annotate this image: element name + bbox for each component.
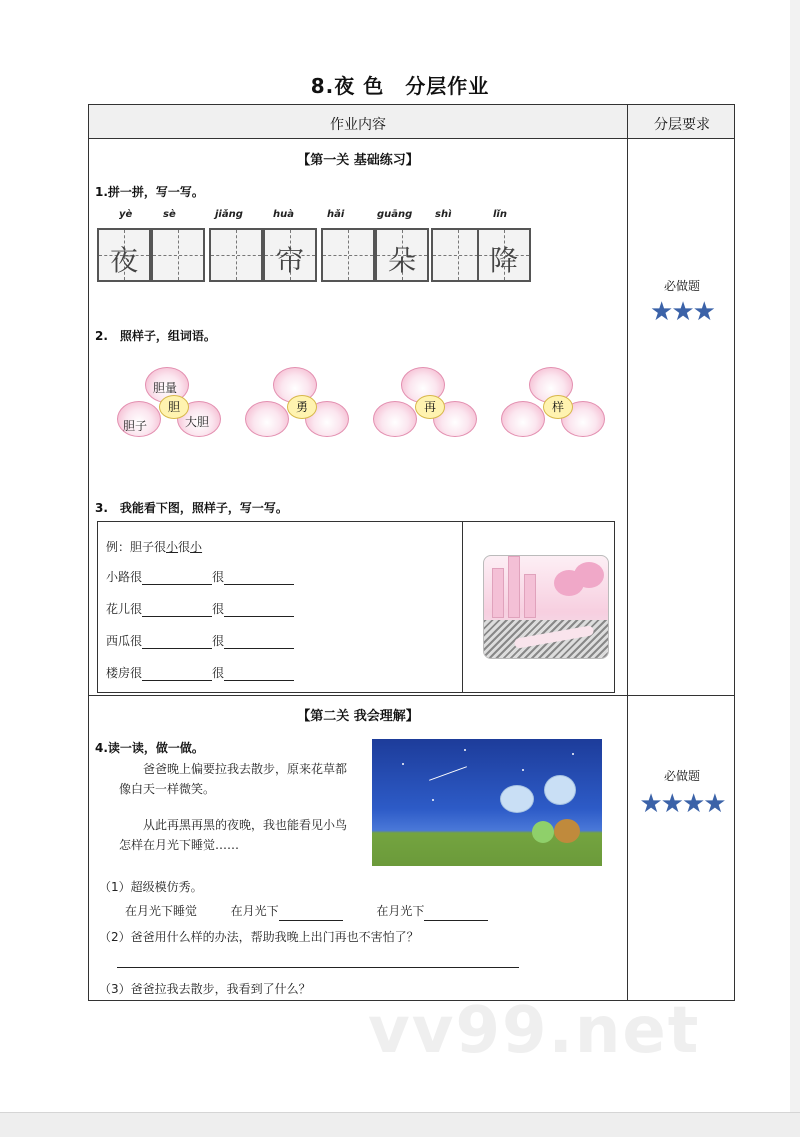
section2-title: 【第二关 我会理解】 <box>297 709 419 724</box>
answer-blank[interactable] <box>142 573 212 585</box>
q1-label: 1.拼一拼，写一写。 <box>95 185 204 199</box>
flower-center: 勇 <box>287 395 317 419</box>
answer-blank[interactable] <box>142 637 212 649</box>
grid-char: 帘 <box>275 244 304 277</box>
sub-question-1: （1）超级模仿秀。 <box>99 880 203 894</box>
writing-grid-box[interactable] <box>375 228 429 282</box>
flower-word: 胆子 <box>123 419 148 433</box>
header-requirement: 分层要求 <box>654 117 710 133</box>
bottom-bar <box>0 1112 800 1137</box>
writing-grid-box[interactable] <box>477 228 531 282</box>
answer-line[interactable] <box>117 967 519 968</box>
flower-word: 大胆 <box>185 415 210 429</box>
page-title: 8.夜 色 分层作业 <box>310 74 490 98</box>
reading-paragraph: 从此再黑再黑的夜晚，我也能看见小鸟怎样在月光下睡觉…… <box>119 818 348 852</box>
flower-word: 胆量 <box>153 381 178 395</box>
example-word: 小 <box>190 540 203 554</box>
header-divider <box>89 138 734 139</box>
pinyin-row <box>97 209 531 227</box>
imitation-row <box>125 901 488 921</box>
scrollbar-track[interactable] <box>790 0 800 1112</box>
q3-box-divider <box>462 522 463 692</box>
section1-requirement: 必做题 <box>663 279 700 293</box>
homework-table <box>88 104 735 1001</box>
grid-char: 降 <box>489 244 518 277</box>
fill-row <box>106 632 294 649</box>
watermark: vv99.net <box>368 994 701 1068</box>
writing-grid-box[interactable] <box>151 228 205 282</box>
fill-row-mid: 很 <box>212 570 225 584</box>
answer-blank[interactable] <box>224 605 294 617</box>
section-divider <box>89 695 734 696</box>
grid-char: 朵 <box>387 244 416 277</box>
q3-example <box>106 538 202 555</box>
word-flower <box>373 367 485 443</box>
q2-label: 2. 照样子，组词语。 <box>95 329 216 343</box>
example-prefix: 例：胆子很 <box>106 540 167 554</box>
fill-row-label: 花儿很 <box>106 602 143 616</box>
word-flower <box>501 367 613 443</box>
q4-label: 4.读一读，做一做。 <box>95 741 204 755</box>
writing-grid-box[interactable] <box>209 228 263 282</box>
night-scene-illustration <box>372 739 602 866</box>
fill-row-label: 楼房很 <box>106 666 143 680</box>
answer-blank[interactable] <box>279 909 343 921</box>
fill-row <box>106 664 294 681</box>
writing-grid-box[interactable] <box>263 228 317 282</box>
imitation-example: 在月光下睡觉 <box>125 904 198 918</box>
column-divider <box>627 105 628 1000</box>
pinyin-item: yè <box>119 209 133 220</box>
writing-grid-box[interactable] <box>97 228 151 282</box>
table-header <box>89 105 734 138</box>
example-mid: 很 <box>178 540 191 554</box>
fill-row-label: 西瓜很 <box>106 634 143 648</box>
header-content: 作业内容 <box>330 117 386 133</box>
answer-blank[interactable] <box>224 637 294 649</box>
fill-row <box>106 600 294 617</box>
fill-row-mid: 很 <box>212 634 225 648</box>
pinyin-item: hǎi <box>327 209 345 220</box>
reading-paragraph: 爸爸晚上偏要拉我去散步，原来花草都像白天一样微笑。 <box>119 762 348 796</box>
section1-title: 【第一关 基础练习】 <box>297 153 419 168</box>
imitation-prefix: 在月光下 <box>376 904 425 918</box>
fill-row-label: 小路很 <box>106 570 143 584</box>
example-word: 小 <box>166 540 179 554</box>
answer-blank[interactable] <box>142 669 212 681</box>
section2-requirement: 必做题 <box>663 769 700 783</box>
word-flower <box>117 367 229 443</box>
flower-center: 胆 <box>159 395 189 419</box>
word-flower <box>245 367 357 443</box>
grid-char: 夜 <box>109 244 138 277</box>
pinyin-item: guāng <box>377 209 413 220</box>
fill-row-mid: 很 <box>212 666 225 680</box>
flower-center: 再 <box>415 395 445 419</box>
fill-row <box>106 568 294 585</box>
pinyin-item: jiǎng <box>215 209 243 220</box>
answer-blank[interactable] <box>224 573 294 585</box>
flower-center: 样 <box>543 395 573 419</box>
sub-question-3: （3）爸爸拉我去散步，我看到了什么？ <box>99 982 311 996</box>
pinyin-item: sè <box>163 209 176 220</box>
pinyin-item: shì <box>435 209 452 220</box>
answer-blank[interactable] <box>224 669 294 681</box>
q3-box <box>97 521 615 693</box>
sub-question-2: （2）爸爸用什么样的办法，帮助我晚上出门再也不害怕了？ <box>99 930 419 944</box>
section2-stars-icon: ★★★★ <box>639 789 725 819</box>
imitation-prefix: 在月光下 <box>230 904 279 918</box>
writing-grid-box[interactable] <box>321 228 375 282</box>
answer-blank[interactable] <box>142 605 212 617</box>
fill-row-mid: 很 <box>212 602 225 616</box>
pinyin-item: lǐn <box>493 209 507 220</box>
pinyin-item: huà <box>273 209 294 220</box>
park-illustration <box>483 555 609 659</box>
q3-label: 3. 我能看下图，照样子，写一写。 <box>95 501 288 515</box>
section1-stars-icon: ★★★ <box>650 297 714 327</box>
answer-blank[interactable] <box>424 909 488 921</box>
writing-grid-row <box>97 228 531 284</box>
